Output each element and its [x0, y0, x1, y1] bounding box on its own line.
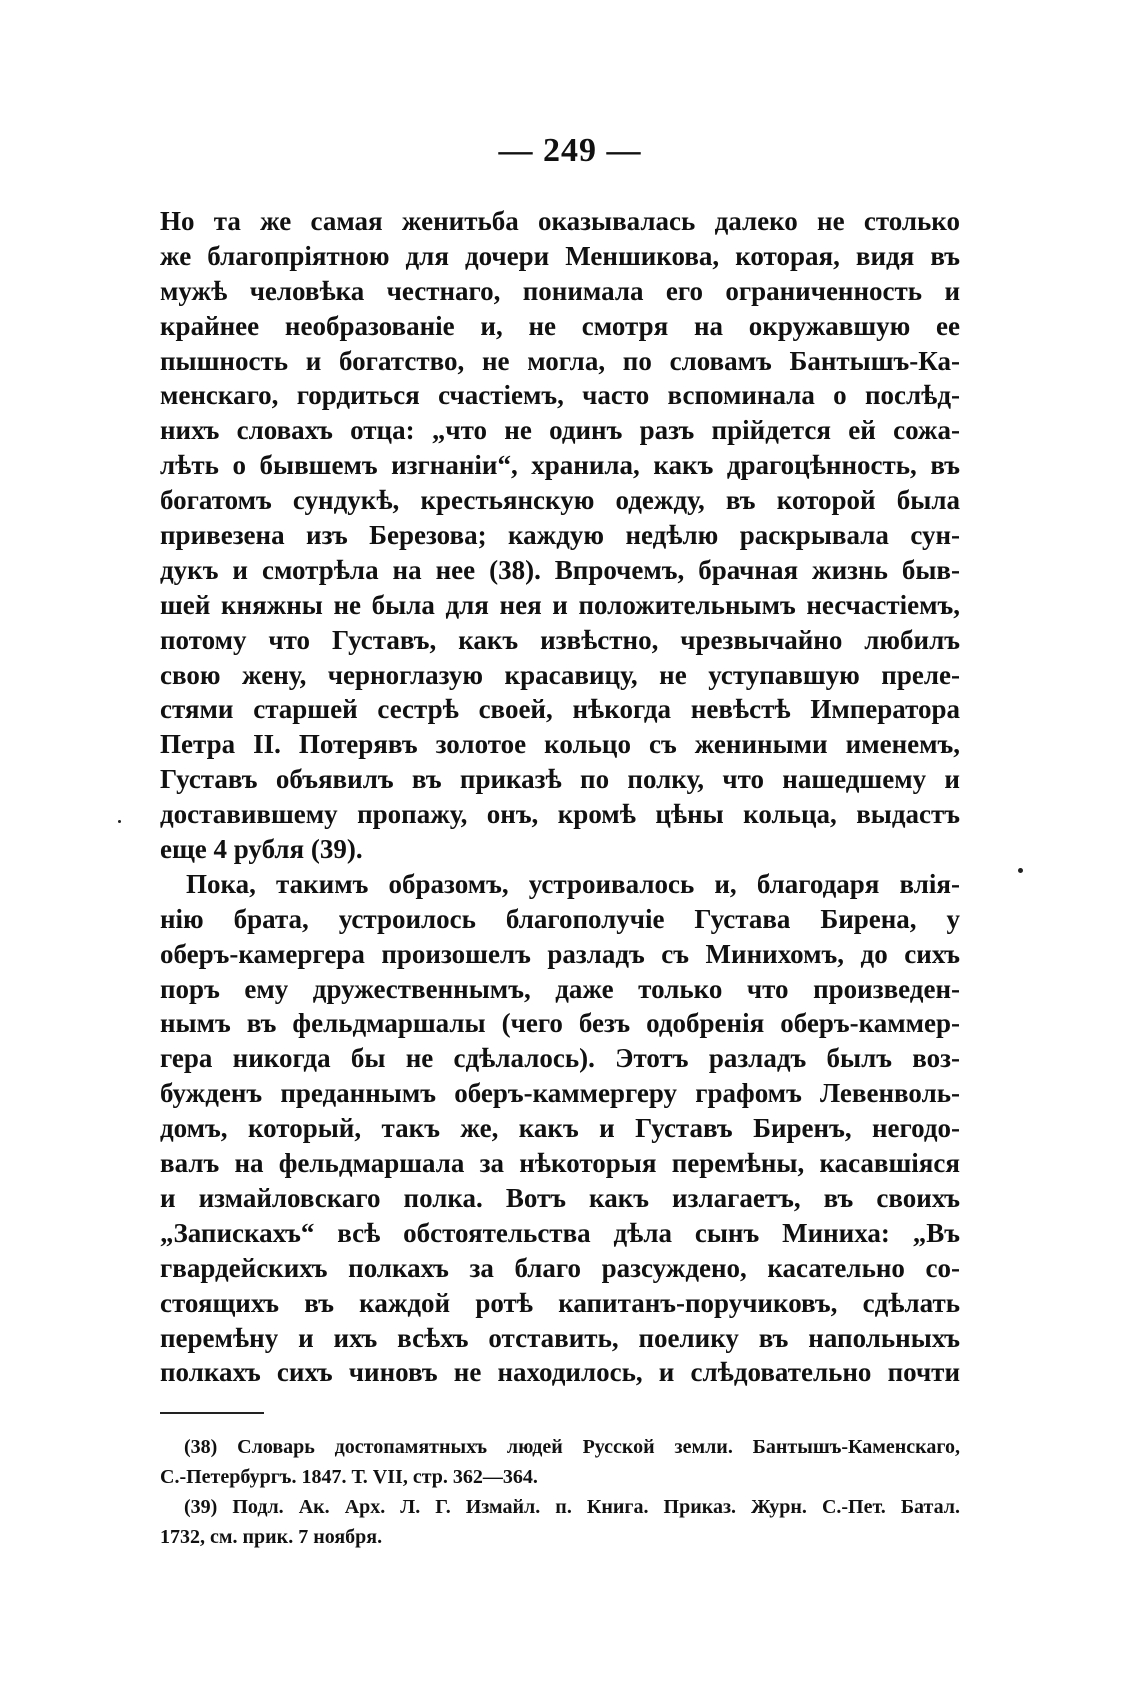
- body-line: валъ на фельдмаршала за нѣкоторыя перемѣны, касавшіяся: [160, 1148, 960, 1179]
- body-line: еще 4 рубля (39).: [160, 834, 363, 865]
- body-line: дукъ и смотрѣла на нее (38). Впрочемъ, брачная жизнь быв-: [160, 554, 960, 585]
- body-line: Но та же самая женитьба оказывалась далеко не столько: [160, 206, 960, 236]
- body-line: гера никогда бы не сдѣлалось). Этотъ разладъ былъ воз-: [160, 1043, 960, 1074]
- body-line: и измайловскаго полка. Вотъ какъ излагаетъ, въ своихъ: [160, 1182, 960, 1213]
- body-line: полкахъ сихъ чиновъ не находилось, и слѣдовательно почти: [160, 1357, 960, 1388]
- body-line: домъ, который, такъ же, какъ и Густавъ Биренъ, негодо-: [160, 1113, 960, 1144]
- body-line: привезена изъ Березова; каждую недѣлю раскрывала сун-: [160, 520, 960, 551]
- body-line: потому что Густавъ, какъ извѣстно, чрезвычайно любилъ: [160, 624, 960, 655]
- body-line: лѣть о бывшемъ изгнаніи“, хранила, какъ драгоцѣнность, въ: [160, 450, 960, 481]
- body-line: Петра II. Потерявъ золотое кольцо съ жениными именемъ,: [160, 729, 960, 760]
- body-line: мужѣ человѣка честнаго, понимала его ограниченность и: [160, 275, 960, 306]
- body-line: же благопріятною для дочери Меншикова, которая, видя въ: [160, 240, 960, 271]
- body-line: поръ ему дружественнымъ, даже только что произведен-: [160, 973, 960, 1004]
- body-line: шей княжны не была для нея и положительнымъ несчастіемъ,: [160, 589, 960, 620]
- body-line: доставившему пропажу, онъ, кромѣ цѣны кольца, выдастъ: [160, 799, 960, 830]
- footnote-line: С.-Петербургъ. 1847. Т. VII, стр. 362—364.: [160, 1466, 538, 1488]
- footnote-line: 1732, см. прик. 7 ноября.: [160, 1526, 383, 1548]
- body-line: бужденъ преданнымъ оберъ-каммергеру графомъ Левенволь-: [160, 1078, 960, 1109]
- body-line: менскаго, гордиться счастіемъ, часто вспоминала о послѣд-: [160, 380, 960, 411]
- body-line: богатомъ сундукѣ, крестьянскую одежду, въ которой была: [160, 485, 960, 516]
- body-line: нымъ въ фельдмаршалы (чего безъ одобренія оберъ-каммер-: [160, 1008, 960, 1039]
- footnote-line: (39) Подл. Ак. Арх. Л. Г. Измайл. п. Книга. Приказ. Журн. С.-Пет. Батал.: [184, 1496, 960, 1518]
- scan-speck: [1018, 868, 1023, 873]
- body-text: [160, 204, 960, 1390]
- body-line: пышность и богатство, не могла, по словамъ Бантышъ-Ка-: [160, 345, 960, 376]
- body-line: нихъ словахъ отца: „что не одинъ разъ прійдется ей сожа-: [160, 415, 960, 446]
- body-line: „Запискахъ“ всѣ обстоятельства дѣла сынъ Миниха: „Въ: [160, 1217, 960, 1248]
- body-line: свою жену, черноглазую красавицу, не уступавшую преле-: [160, 659, 960, 690]
- body-line: оберъ-камергера произошелъ разладъ съ Минихомъ, до сихъ: [160, 938, 960, 969]
- body-line: нію брата, устроилось благополучіе Густава Бирена, у: [160, 903, 960, 934]
- footnote-line: (38) Словарь достопамятныхъ людей Русской земли. Бантышъ-Каменскаго,: [184, 1436, 960, 1458]
- footnote-divider: [160, 1412, 264, 1414]
- footnotes: [160, 1432, 960, 1552]
- body-line: стоящихъ въ каждой ротѣ капитанъ-поручиковъ, сдѣлать: [160, 1287, 960, 1318]
- body-line: крайнее необразованіе и, не смотря на окружавшую ее: [160, 310, 960, 341]
- body-line: гвардейскихъ полкахъ за благо разсуждено, касательно со-: [160, 1252, 960, 1283]
- body-line: Пока, такимъ образомъ, устроивалось и, благодаря влія-: [186, 868, 960, 899]
- scan-speck: [118, 820, 121, 823]
- body-line: стями старшей сестрѣ своей, нѣкогда невѣстѣ Императора: [160, 694, 960, 725]
- body-line: перемѣну и ихъ всѣхъ отставить, поелику въ напольныхъ: [160, 1322, 960, 1353]
- page-number: — 249 —: [498, 132, 642, 169]
- body-line: Густавъ объявилъ въ приказѣ по полку, что нашедшему и: [160, 764, 960, 795]
